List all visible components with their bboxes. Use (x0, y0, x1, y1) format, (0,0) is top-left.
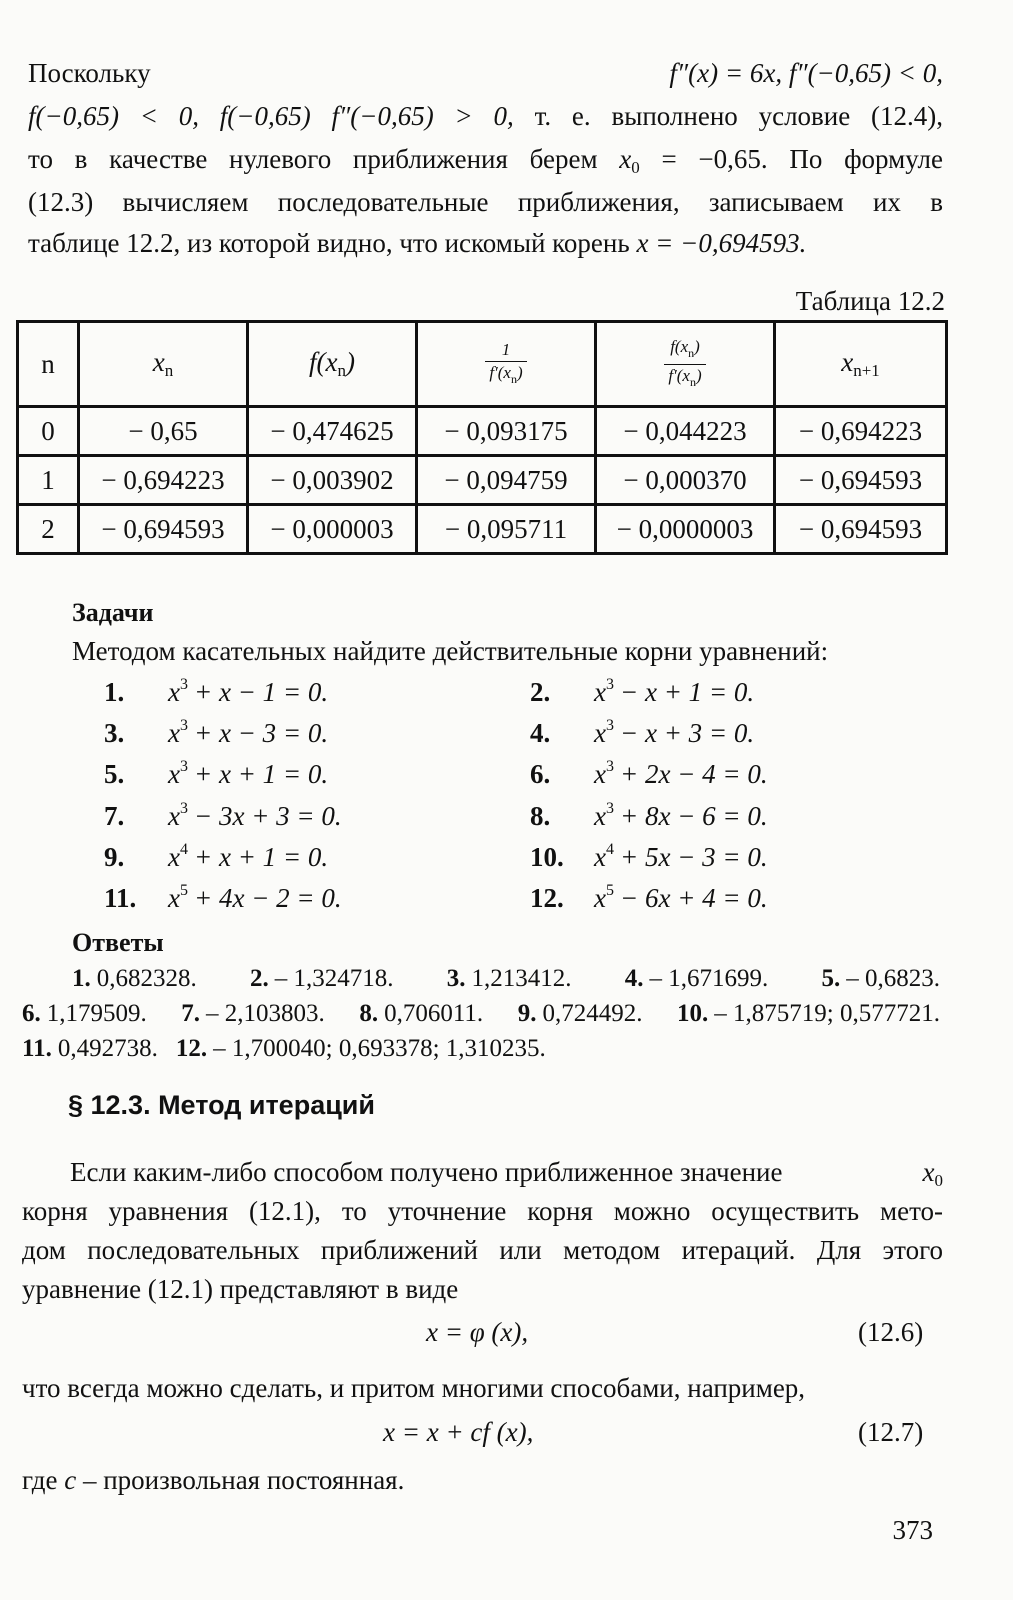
tasks-heading: Задачи (72, 598, 154, 627)
equation-12-6: x = φ (x), (426, 1317, 529, 1347)
task-number: 5. (104, 759, 125, 789)
x0-value: = −0,65. (661, 144, 768, 174)
answer-item (677, 1000, 940, 1028)
answers-heading: Ответы (72, 928, 164, 957)
answer-item (250, 965, 394, 993)
answer-number: 12. (175, 1035, 208, 1062)
task-power: 3 (179, 758, 188, 775)
answer-value: – 1,671699. (649, 965, 769, 992)
table-cell: 2 (18, 505, 79, 554)
answer-number: 5. (821, 965, 841, 992)
answer-item (625, 965, 769, 993)
x0-var: x (619, 144, 632, 174)
intro-line-5 (28, 228, 806, 259)
header-xn1: $x_{n+1}$ (775, 322, 947, 407)
task-equation: + 8x − 6 = 0. (619, 801, 768, 831)
task-variable: x (594, 677, 606, 707)
answer-item (447, 965, 572, 993)
task-number: 6. (530, 759, 551, 789)
page-number: 373 (892, 1515, 933, 1545)
answer-value: – 2,103803. (206, 1000, 325, 1027)
header-ratio: $\frac{f(x_n)}{f'(x_n)}$ (596, 322, 775, 407)
intro-text-3: то в качестве нулевого приближения берем (28, 144, 598, 174)
task-variable: x (594, 842, 606, 872)
task-equation: + x − 3 = 0. (193, 718, 329, 748)
task-number: 7. (104, 801, 125, 831)
x0-symbol-sub: 0 (934, 1171, 943, 1190)
table-row (18, 456, 947, 505)
task-power: 4 (179, 841, 188, 858)
task-item (104, 758, 328, 790)
task-equation: + x + 1 = 0. (193, 842, 329, 872)
task-variable: x (168, 883, 180, 913)
answer-number: 6. (22, 1000, 41, 1027)
task-equation: + x + 1 = 0. (193, 759, 329, 789)
intro-line-4: (12.3) вычисляем последовательные приближения, записываем их в (28, 187, 943, 217)
task-item (104, 676, 328, 708)
intro-text-2: т. е. выполнено условие (12.4), (534, 101, 943, 131)
section-para-2: что всегда можно сделать, и притом многими способами, например, (22, 1373, 806, 1403)
task-variable: x (594, 883, 606, 913)
task-power: 5 (605, 882, 614, 899)
task-variable: x (168, 759, 180, 789)
intro-tail-3: По формуле (789, 144, 944, 174)
task-item (104, 717, 328, 749)
task-item (530, 676, 754, 708)
task-equation: − 6x + 4 = 0. (619, 883, 768, 913)
table-row (18, 407, 947, 456)
intro-line-3 (28, 144, 943, 178)
table-header-row (18, 322, 947, 407)
iteration-table (16, 320, 948, 555)
task-equation: − x + 1 = 0. (619, 677, 755, 707)
task-variable: x (168, 718, 180, 748)
table-cell: − 0,65 (79, 407, 248, 456)
task-number: 10. (530, 842, 564, 872)
task-variable: x (594, 718, 606, 748)
equation-number-12-6: (12.6) (858, 1317, 924, 1347)
table-cell: − 0,094759 (417, 456, 596, 505)
section-para-line-4: уравнение (12.1) представляют в виде (22, 1274, 459, 1304)
intro-word: Поскольку (28, 58, 151, 88)
task-power: 3 (605, 800, 614, 817)
section-text: Если каким-либо способом получено приближенное значение (70, 1157, 783, 1187)
table-row (18, 505, 947, 554)
table-cell: − 0,0000003 (596, 505, 775, 554)
intro-formula-1: f″(x) = 6x, f″(−0,65) < 0, (669, 58, 943, 88)
task-number: 11. (104, 883, 137, 913)
answer-value: 1,213412. (471, 965, 572, 992)
task-equation: − 3x + 3 = 0. (193, 801, 342, 831)
section-title: § 12.3. Метод итераций (68, 1090, 376, 1120)
answer-number: 4. (624, 965, 644, 992)
answer-item (359, 1000, 483, 1028)
header-inverse-derivative: $\frac{1}{f'(x_n)}$ (417, 322, 596, 407)
header-n: n (18, 322, 79, 407)
task-variable: x (594, 759, 606, 789)
answer-item (822, 965, 941, 993)
answer-number: 7. (181, 1000, 201, 1027)
section-para-line-3: дом последовательных приближений или методом итераций. Для этого (22, 1235, 943, 1265)
task-equation: + 2x − 4 = 0. (619, 759, 768, 789)
task-variable: x (168, 677, 180, 707)
answers-line-2 (22, 1000, 940, 1028)
answer-number: 3. (446, 965, 466, 992)
task-number: 3. (104, 718, 125, 748)
section-text: где (22, 1465, 58, 1495)
task-equation: + x − 1 = 0. (193, 677, 329, 707)
answer-number: 2. (250, 965, 269, 992)
table-cell: − 0,044223 (596, 407, 775, 456)
section-para-line-2: корня уравнения (12.1), то уточнение корня можно осуществить мето- (22, 1196, 943, 1226)
answer-number: 8. (359, 1000, 379, 1027)
answer-value: – 1,324718. (274, 965, 394, 992)
task-number: 1. (104, 677, 125, 707)
intro-line-1 (28, 58, 943, 89)
answer-item (518, 1000, 643, 1028)
answer-value: 1,179509. (46, 1000, 147, 1027)
task-equation: + 5x − 3 = 0. (619, 842, 768, 872)
tasks-prompt: Методом касательных найдите действительные корни уравнений: (72, 636, 829, 666)
table-cell: 0 (18, 407, 79, 456)
table-cell: − 0,093175 (417, 407, 596, 456)
table-cell: − 0,095711 (417, 505, 596, 554)
task-item (530, 758, 768, 790)
table-caption: Таблица 12.2 (795, 286, 945, 316)
answer-item (22, 1035, 158, 1062)
task-item (530, 800, 768, 832)
task-item (530, 717, 754, 749)
answer-item (72, 965, 197, 993)
task-variable: x (168, 842, 180, 872)
task-equation: − x + 3 = 0. (619, 718, 755, 748)
task-number: 4. (530, 718, 551, 748)
table-cell: − 0,694593 (79, 505, 248, 554)
task-equation: + 4x − 2 = 0. (193, 883, 342, 913)
constant-symbol: c (64, 1465, 77, 1495)
intro-formula-2: f(−0,65) < 0, f(−0,65) f″(−0,65) > 0, (28, 101, 514, 131)
equation-12-7: x = x + cf (x), (383, 1417, 534, 1447)
answer-value: 0,706011. (384, 1000, 484, 1027)
answer-item (181, 1000, 325, 1028)
table-cell: 1 (18, 456, 79, 505)
answer-value: 0,492738. (57, 1035, 158, 1062)
task-number: 2. (530, 677, 551, 707)
section-text: – произвольная постоянная. (82, 1465, 405, 1495)
task-item (530, 882, 768, 914)
task-item (104, 841, 328, 873)
section-para-line-1 (70, 1157, 943, 1191)
answer-value: – 1,875719; 0,577721. (714, 1000, 940, 1027)
x0-symbol: x (922, 1157, 935, 1187)
table-cell: − 0,694593 (775, 505, 947, 554)
task-power: 3 (179, 717, 188, 734)
equation-number-12-7: (12.7) (858, 1417, 924, 1447)
section-para-3 (22, 1465, 404, 1496)
answers-line-3 (22, 1035, 546, 1063)
task-number: 9. (104, 842, 125, 872)
task-power: 4 (605, 841, 614, 858)
table-cell: − 0,000370 (596, 456, 775, 505)
task-item (530, 841, 768, 873)
answer-number: 10. (677, 1000, 709, 1027)
task-variable: x (168, 801, 180, 831)
intro-text-5: таблице 12.2, из которой видно, что искомый корень (28, 228, 630, 258)
answer-item (22, 1000, 147, 1028)
answer-value: – 0,6823. (846, 965, 940, 992)
answer-number: 9. (517, 1000, 537, 1027)
table-cell: − 0,474625 (248, 407, 417, 456)
task-item (104, 800, 342, 832)
table-cell: − 0,000003 (248, 505, 417, 554)
table-cell: − 0,003902 (248, 456, 417, 505)
answer-value: 0,724492. (542, 1000, 643, 1027)
header-xn: $x_n$ (79, 322, 248, 407)
task-number: 12. (530, 883, 564, 913)
task-power: 3 (605, 717, 614, 734)
intro-line-2 (28, 101, 943, 132)
task-number: 8. (530, 801, 551, 831)
task-power: 3 (605, 758, 614, 775)
answer-number: 11. (22, 1035, 52, 1062)
answer-value: – 1,700040; 0,693378; 1,310235. (213, 1035, 546, 1062)
table-cell: − 0,694593 (775, 456, 947, 505)
x0-sub: 0 (631, 158, 640, 177)
task-power: 3 (179, 676, 188, 693)
answers-line-1 (72, 965, 940, 993)
task-power: 3 (179, 800, 188, 817)
header-fxn: $f(x_n)$ (248, 322, 417, 407)
task-item (104, 882, 342, 914)
table-cell: − 0,694223 (79, 456, 248, 505)
table-cell: − 0,694223 (775, 407, 947, 456)
task-power: 3 (605, 676, 614, 693)
answer-value: 0,682328. (96, 965, 197, 992)
root-formula: x = −0,694593. (636, 228, 807, 258)
task-variable: x (594, 801, 606, 831)
answer-item (176, 1035, 546, 1062)
task-power: 5 (179, 882, 188, 899)
answer-number: 1. (72, 965, 91, 992)
